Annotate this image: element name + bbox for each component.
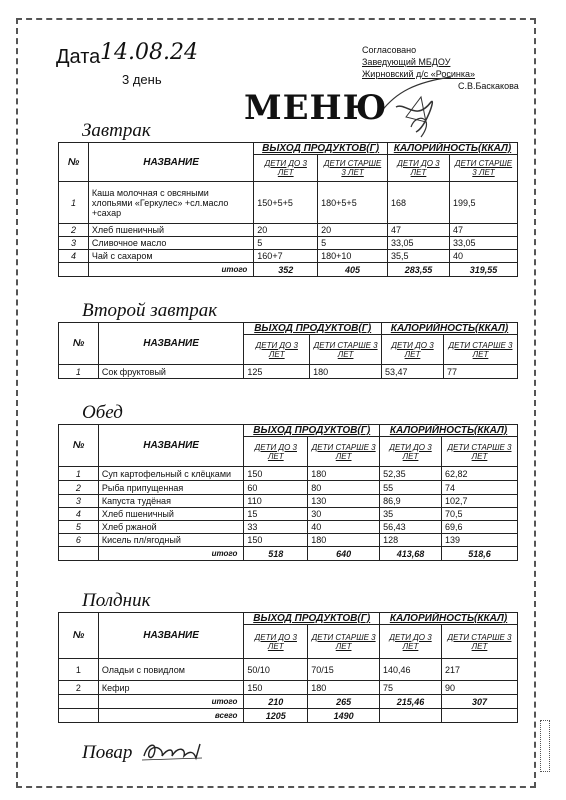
- table-cell: Хлеб ржаной: [98, 521, 244, 534]
- table-cell: всего: [98, 709, 244, 723]
- col-yield: ВЫХОД ПРОДУКТОВ(Г): [244, 613, 380, 625]
- table-cell: 30: [308, 508, 380, 521]
- col-name: НАЗВАНИЕ: [98, 323, 244, 365]
- table-cell: 77: [443, 365, 517, 379]
- table-cell: 33: [244, 521, 308, 534]
- table-cell: 35: [380, 508, 442, 521]
- table-cell: [59, 547, 99, 561]
- table-cell: 69,6: [442, 521, 518, 534]
- table-cell: Кефир: [98, 681, 244, 695]
- table-cell: 1: [59, 467, 99, 481]
- table-cell: 40: [308, 521, 380, 534]
- table-row: [59, 467, 518, 481]
- table-cell: 150+5+5: [254, 182, 318, 224]
- table-cell: 70/15: [308, 659, 380, 681]
- table-cell: 180+5+5: [318, 182, 388, 224]
- col-yield: ВЫХОД ПРОДУКТОВ(Г): [244, 323, 382, 335]
- table-cell: 4: [59, 508, 99, 521]
- table-cell: 75: [380, 681, 442, 695]
- table-cell: 180: [308, 681, 380, 695]
- col-young: ДЕТИ ДО 3 ЛЕТ: [254, 155, 318, 182]
- table-cell: 180: [308, 534, 380, 547]
- section-title-second-breakfast: Второй завтрак: [82, 300, 218, 321]
- table-cell: 55: [380, 481, 442, 495]
- table-cell: 60: [244, 481, 308, 495]
- table-row: [59, 250, 518, 263]
- table-cell: [441, 709, 517, 723]
- table-cell: 405: [318, 263, 388, 277]
- table-row: [59, 495, 518, 508]
- col-young: ДЕТИ ДО 3 ЛЕТ: [244, 437, 308, 467]
- table-cell: 90: [441, 681, 517, 695]
- table-cell: 50/10: [244, 659, 308, 681]
- table-cell: 20: [254, 224, 318, 237]
- table-row: [59, 237, 518, 250]
- table-cell: 35,5: [387, 250, 449, 263]
- col-name: НАЗВАНИЕ: [98, 425, 244, 467]
- day-label: 3 день: [122, 72, 162, 87]
- table-cell: 307: [441, 695, 517, 709]
- table-cell: Чай с сахаром: [88, 250, 253, 263]
- table-cell: 168: [387, 182, 449, 224]
- col-num: №: [59, 613, 99, 659]
- table-row: [59, 481, 518, 495]
- table-cell: 74: [442, 481, 518, 495]
- col-older: ДЕТИ СТАРШЕ 3 ЛЕТ: [442, 437, 518, 467]
- table-cell: [59, 695, 99, 709]
- col-young: ДЕТИ ДО 3 ЛЕТ: [380, 625, 442, 659]
- table-cell: Хлеб пшеничный: [98, 508, 244, 521]
- col-calories: КАЛОРИЙНОСТЬ(ККАЛ): [380, 613, 518, 625]
- col-older: ДЕТИ СТАРШЕ 3 ЛЕТ: [308, 437, 380, 467]
- table-cell: 86,9: [380, 495, 442, 508]
- table-cell: 125: [244, 365, 310, 379]
- table-cell: 40: [449, 250, 517, 263]
- table-cell: 180+10: [318, 250, 388, 263]
- table-cell: итого: [98, 547, 244, 561]
- table-cell: итого: [88, 263, 253, 277]
- table-cell: 2: [59, 224, 89, 237]
- table-cell: 3: [59, 237, 89, 250]
- table-cell: 283,55: [387, 263, 449, 277]
- table-cell: [380, 709, 442, 723]
- total-row: [59, 263, 518, 277]
- approval-line-2: Заведующий МБДОУ: [362, 57, 451, 67]
- signature-stamp-icon: [376, 72, 456, 142]
- table-cell: 3: [59, 495, 99, 508]
- table-cell: 413,68: [380, 547, 442, 561]
- table-row: [59, 182, 518, 224]
- col-older: ДЕТИ СТАРШЕ 3 ЛЕТ: [449, 155, 517, 182]
- table-row: [59, 521, 518, 534]
- snack-table: [58, 612, 518, 723]
- table-cell: 180: [308, 467, 380, 481]
- table-cell: 33,05: [387, 237, 449, 250]
- table-cell: Рыба припущенная: [98, 481, 244, 495]
- table-cell: 150: [244, 681, 308, 695]
- table-cell: 518: [244, 547, 308, 561]
- col-num: №: [59, 323, 99, 365]
- table-cell: 6: [59, 534, 99, 547]
- col-young: ДЕТИ ДО 3 ЛЕТ: [244, 625, 308, 659]
- table-cell: 80: [308, 481, 380, 495]
- page-title: МЕНЮ: [244, 88, 388, 128]
- grand-total-row: [59, 709, 518, 723]
- table-cell: [59, 709, 99, 723]
- table-cell: 2: [59, 481, 99, 495]
- table-cell: 47: [387, 224, 449, 237]
- total-row: [59, 547, 518, 561]
- table-cell: 319,55: [449, 263, 517, 277]
- table-cell: 102,7: [442, 495, 518, 508]
- table-cell: 640: [308, 547, 380, 561]
- col-young: ДЕТИ ДО 3 ЛЕТ: [382, 335, 444, 365]
- date-label: Дата: [56, 46, 101, 68]
- table-cell: Каша молочная с овсяными хлопьями «Геркулес» +сл.масло +сахар: [88, 182, 253, 224]
- table-cell: Оладьи с повидлом: [98, 659, 244, 681]
- table-cell: 199,5: [449, 182, 517, 224]
- col-calories: КАЛОРИЙНОСТЬ(ККАЛ): [380, 425, 518, 437]
- table-cell: 130: [308, 495, 380, 508]
- cook-signature-icon: [140, 736, 230, 764]
- col-name: НАЗВАНИЕ: [88, 143, 253, 182]
- approval-line-4: С.В.Баскакова: [458, 81, 519, 91]
- col-older: ДЕТИ СТАРШЕ 3 ЛЕТ: [310, 335, 382, 365]
- table-row: [59, 659, 518, 681]
- approval-line-3: Жирновский д/с «Росинка»: [362, 69, 476, 79]
- table-cell: Сок фруктовый: [98, 365, 244, 379]
- total-row: [59, 695, 518, 709]
- col-older: ДЕТИ СТАРШЕ 3 ЛЕТ: [318, 155, 388, 182]
- col-older: ДЕТИ СТАРШЕ 3 ЛЕТ: [443, 335, 517, 365]
- section-title-breakfast: Завтрак: [82, 120, 151, 141]
- table-cell: 70,5: [442, 508, 518, 521]
- table-cell: итого: [98, 695, 244, 709]
- section-title-snack: Полдник: [82, 590, 151, 611]
- breakfast-table: [58, 142, 518, 277]
- col-young: ДЕТИ ДО 3 ЛЕТ: [244, 335, 310, 365]
- table-cell: 15: [244, 508, 308, 521]
- table-cell: Хлеб пшеничный: [88, 224, 253, 237]
- table-cell: 150: [244, 467, 308, 481]
- table-cell: [59, 263, 89, 277]
- col-young: ДЕТИ ДО 3 ЛЕТ: [387, 155, 449, 182]
- table-cell: 4: [59, 250, 89, 263]
- col-name: НАЗВАНИЕ: [98, 613, 244, 659]
- table-cell: 518,6: [442, 547, 518, 561]
- approval-line-1: Согласовано: [362, 45, 417, 55]
- col-num: №: [59, 143, 89, 182]
- lunch-table: [58, 424, 518, 561]
- table-cell: 33,05: [449, 237, 517, 250]
- table-cell: 56,43: [380, 521, 442, 534]
- table-cell: Кисель пл/ягодный: [98, 534, 244, 547]
- table-cell: 265: [308, 695, 380, 709]
- table-cell: 1: [59, 182, 89, 224]
- table-cell: 1: [59, 365, 99, 379]
- table-cell: 62,82: [442, 467, 518, 481]
- table-cell: 1205: [244, 709, 308, 723]
- table-cell: Суп картофельный с клёцками: [98, 467, 244, 481]
- col-older: ДЕТИ СТАРШЕ 3 ЛЕТ: [441, 625, 517, 659]
- second-breakfast-table: [58, 322, 518, 379]
- col-yield: ВЫХОД ПРОДУКТОВ(Г): [254, 143, 388, 155]
- table-row: [59, 681, 518, 695]
- table-row: [59, 365, 518, 379]
- table-cell: Капуста тудёная: [98, 495, 244, 508]
- table-cell: 5: [318, 237, 388, 250]
- table-cell: 215,46: [380, 695, 442, 709]
- table-cell: Сливочное масло: [88, 237, 253, 250]
- table-cell: 139: [442, 534, 518, 547]
- table-cell: 5: [254, 237, 318, 250]
- col-yield: ВЫХОД ПРОДУКТОВ(Г): [244, 425, 380, 437]
- table-row: [59, 534, 518, 547]
- date-value: 14.08.24: [100, 40, 198, 65]
- table-cell: 5: [59, 521, 99, 534]
- table-cell: 47: [449, 224, 517, 237]
- table-cell: 217: [441, 659, 517, 681]
- table-row: [59, 508, 518, 521]
- col-calories: КАЛОРИЙНОСТЬ(ККАЛ): [382, 323, 518, 335]
- table-cell: 160+7: [254, 250, 318, 263]
- section-title-lunch: Обед: [82, 402, 123, 423]
- table-cell: 1490: [308, 709, 380, 723]
- binder-clip-icon: [540, 720, 550, 772]
- table-cell: 128: [380, 534, 442, 547]
- table-cell: 110: [244, 495, 308, 508]
- cook-label: Повар: [82, 742, 133, 763]
- table-cell: 210: [244, 695, 308, 709]
- table-row: [59, 224, 518, 237]
- table-cell: 1: [59, 659, 99, 681]
- table-cell: 20: [318, 224, 388, 237]
- table-cell: 180: [310, 365, 382, 379]
- table-cell: 2: [59, 681, 99, 695]
- table-cell: 150: [244, 534, 308, 547]
- col-calories: КАЛОРИЙНОСТЬ(ККАЛ): [387, 143, 517, 155]
- table-cell: 52,35: [380, 467, 442, 481]
- table-cell: 352: [254, 263, 318, 277]
- table-cell: 53,47: [382, 365, 444, 379]
- col-young: ДЕТИ ДО 3 ЛЕТ: [380, 437, 442, 467]
- col-num: №: [59, 425, 99, 467]
- table-cell: 140,46: [380, 659, 442, 681]
- col-older: ДЕТИ СТАРШЕ 3 ЛЕТ: [308, 625, 380, 659]
